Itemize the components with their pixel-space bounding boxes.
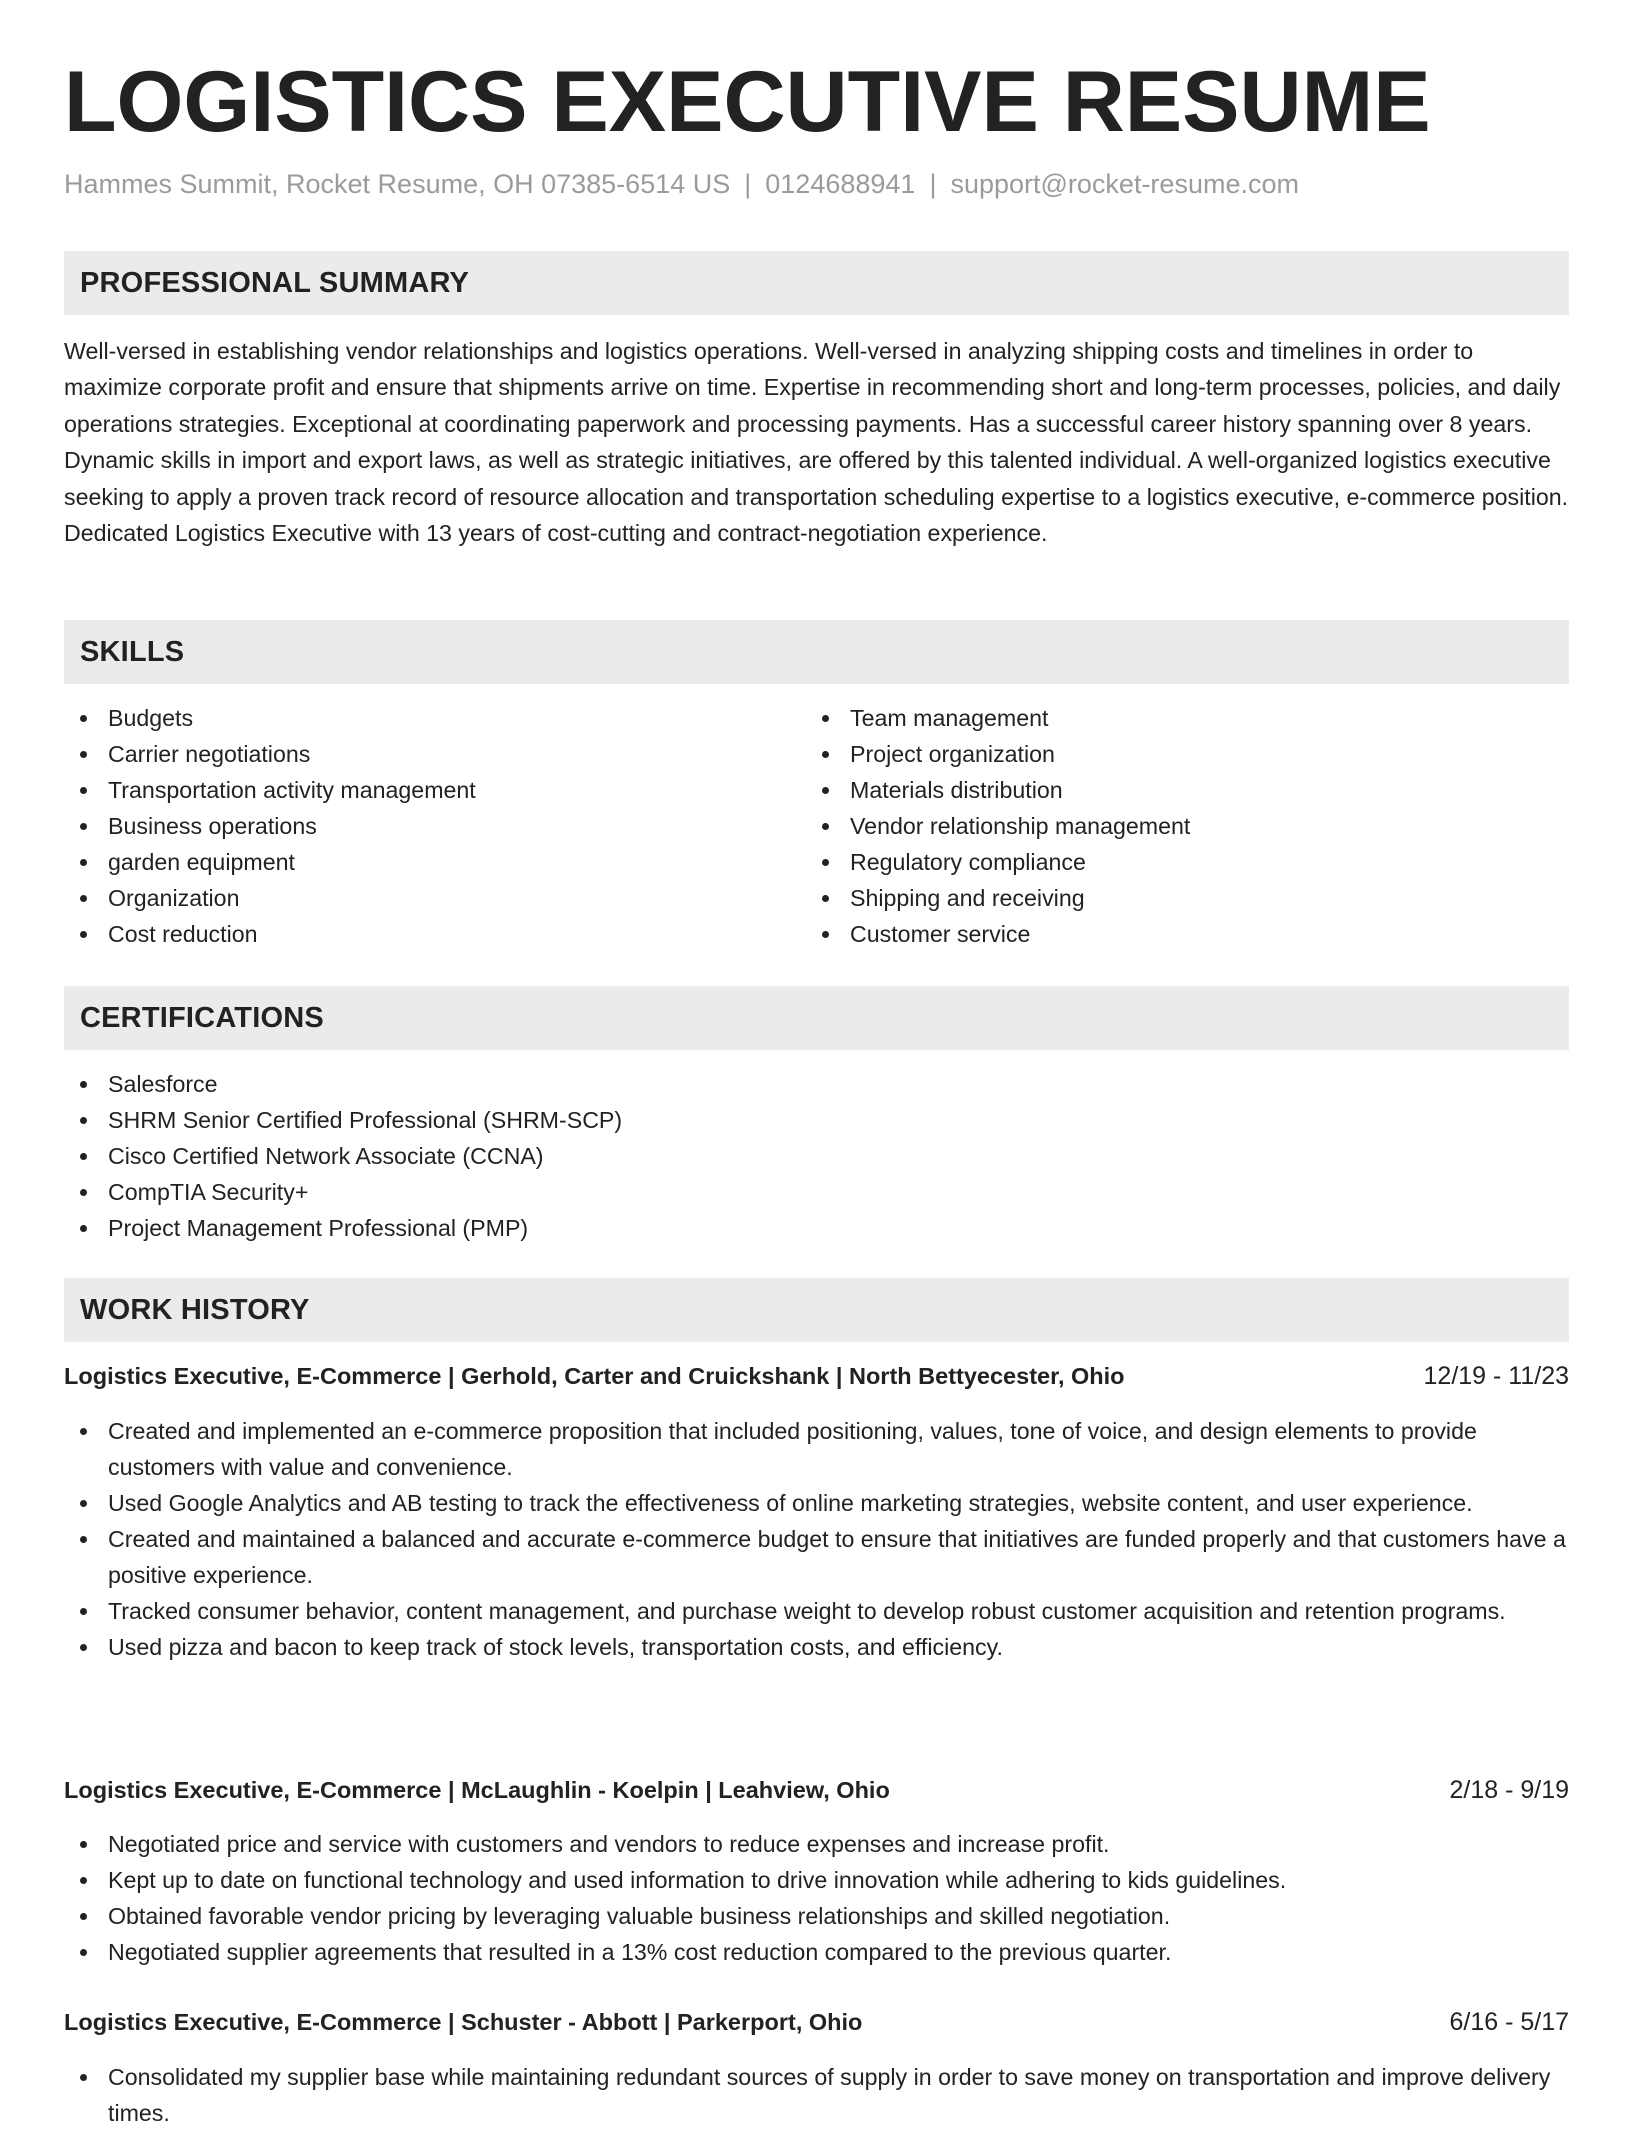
job-bullet: Kept up to date on functional technology and used information to drive innovation while adhering to kids guidelines. — [64, 1862, 1569, 1898]
skills-section-header — [64, 620, 1569, 684]
skill-item: Transportation activity management — [64, 772, 784, 808]
certification-item: SHRM Senior Certified Professional (SHRM-SCP) — [64, 1102, 1569, 1138]
skill-item: Team management — [806, 700, 1526, 736]
job-header — [64, 1772, 1569, 1808]
job-bullet: Tracked consumer behavior, content management, and purchase weight to develop robust customer acquisition and retention programs. — [64, 1593, 1569, 1629]
contact-email: support@rocket-resume.com — [950, 169, 1299, 199]
skill-item: Materials distribution — [806, 772, 1526, 808]
job-bullets — [64, 2059, 1569, 2131]
job-title: Logistics Executive, E-Commerce | Schuster - Abbott | Parkerport, Ohio — [64, 2008, 863, 2035]
certification-item: Project Management Professional (PMP) — [64, 1210, 1569, 1246]
work-history-section-header — [64, 1278, 1569, 1342]
skill-item: Business operations — [64, 808, 784, 844]
job-bullets — [64, 1413, 1569, 1665]
job-bullets — [64, 1826, 1569, 1970]
contact-line — [64, 166, 1299, 202]
contact-address: Hammes Summit, Rocket Resume, OH 07385-6514 US — [64, 169, 731, 199]
job-header — [64, 1358, 1569, 1394]
certifications-heading: CERTIFICATIONS — [80, 1001, 324, 1034]
job-bullet: Negotiated supplier agreements that resulted in a 13% cost reduction compared to the previous quarter. — [64, 1934, 1569, 1970]
job-dates: 6/16 - 5/17 — [1449, 2007, 1569, 2036]
skills-list-right — [806, 700, 1526, 952]
skill-item: Organization — [64, 880, 784, 916]
job-bullet: Created and maintained a balanced and accurate e-commerce budget to ensure that initiatives are funded properly and that customers have a positive experience. — [64, 1521, 1569, 1593]
skill-item: Shipping and receiving — [806, 880, 1526, 916]
skill-item: Cost reduction — [64, 916, 784, 952]
skill-item: garden equipment — [64, 844, 784, 880]
certifications-list — [64, 1066, 1569, 1246]
skill-item: Customer service — [806, 916, 1526, 952]
skill-item: Carrier negotiations — [64, 736, 784, 772]
job-bullet: Consolidated my supplier base while maintaining redundant sources of supply in order to save money on transportation and improve delivery times. — [64, 2059, 1569, 2131]
summary-section-header — [64, 251, 1569, 315]
job-title: Logistics Executive, E-Commerce | Gerhold, Carter and Cruickshank | North Bettyecester, Ohio — [64, 1362, 1125, 1389]
work-history-heading: WORK HISTORY — [80, 1293, 310, 1326]
job-bullet: Obtained favorable vendor pricing by leveraging valuable business relationships and skilled negotiation. — [64, 1898, 1569, 1934]
job-bullet: Created and implemented an e-commerce proposition that included positioning, values, tone of voice, and design elements to provide customers with value and convenience. — [64, 1413, 1569, 1485]
certification-item: Salesforce — [64, 1066, 1569, 1102]
job-dates: 12/19 - 11/23 — [1423, 1361, 1569, 1390]
skill-item: Budgets — [64, 700, 784, 736]
job-bullet: Used Google Analytics and AB testing to track the effectiveness of online marketing strategies, website content, and user experience. — [64, 1485, 1569, 1521]
resume-title: LOGISTICS EXECUTIVE RESUME — [64, 54, 1431, 150]
skill-item: Vendor relationship management — [806, 808, 1526, 844]
job-dates: 2/18 - 9/19 — [1449, 1775, 1569, 1804]
skills-list-left — [64, 700, 784, 952]
job-bullet: Negotiated price and service with customers and vendors to reduce expenses and increase profit. — [64, 1826, 1569, 1862]
job-header — [64, 2004, 1569, 2040]
certification-item: Cisco Certified Network Associate (CCNA) — [64, 1138, 1569, 1174]
skill-item: Regulatory compliance — [806, 844, 1526, 880]
certifications-section-header — [64, 986, 1569, 1050]
skills-heading: SKILLS — [80, 635, 185, 668]
contact-phone: 0124688941 — [765, 169, 916, 199]
job-bullet: Used pizza and bacon to keep track of stock levels, transportation costs, and efficiency. — [64, 1629, 1569, 1665]
summary-heading: PROFESSIONAL SUMMARY — [80, 266, 470, 299]
skill-item: Project organization — [806, 736, 1526, 772]
job-title: Logistics Executive, E-Commerce | McLaughlin - Koelpin | Leahview, Ohio — [64, 1776, 890, 1803]
certification-item: CompTIA Security+ — [64, 1174, 1569, 1210]
summary-text: Well-versed in establishing vendor relationships and logistics operations. Well-versed in analyzing shipping costs and timelines in order to maximize corporate profit and ensure that shipments arrive on time. Expertise in recommending short and long-term processes, policies, and daily operations strategies. Exceptional at coordinating paperwork and processing payments. Has a successful career history spanning over 8 years. Dynamic skills in import and export laws, as well as strategic initiatives, are offered by this talented individual. A well-organized logistics executive seeking to apply a proven track record of resource allocation and transportation scheduling expertise to a logistics executive, e-commerce position. Dedicated Logistics Executive with 13 years of cost-cutting and contract-negotiation experience. — [64, 338, 1569, 547]
contact-separator: | — [929, 169, 937, 199]
contact-separator: | — [744, 169, 752, 199]
